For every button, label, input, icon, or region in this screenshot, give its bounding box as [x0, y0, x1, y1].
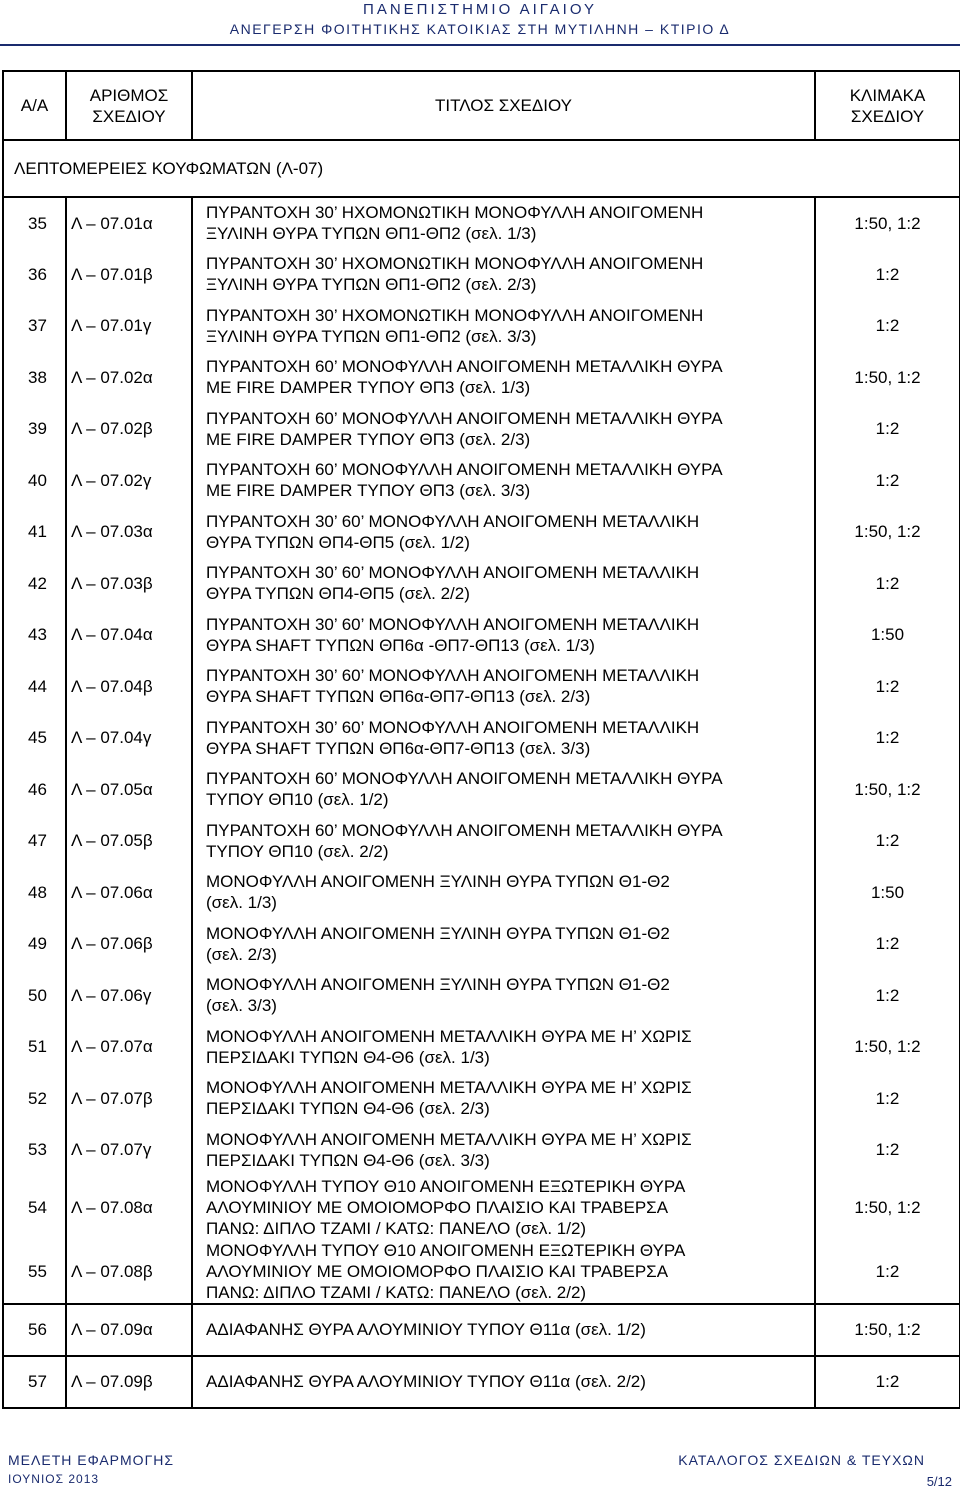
row-drawing-title	[192, 1304, 815, 1356]
row-number: 43	[3, 609, 66, 661]
row-title-line2: ΘΥΡΑ SHAFT ΤΥΠΩΝ ΘΠ6α -ΘΠ7-ΘΠ13 (σελ. 1/3)	[206, 635, 595, 655]
row-drawing-scale: 1:2	[815, 970, 960, 1022]
row-drawing-title	[192, 712, 815, 764]
row-title-line2: ΞΥΛΙΝΗ ΘΥΡΑ ΤΥΠΩΝ ΘΠ1-ΘΠ2 (σελ. 3/3)	[206, 326, 537, 346]
row-title-line1: ΠΥΡΑΝΤΟΧΗ 30’ 60’ ΜΟΝΟΦΥΛΛΗ ΑΝΟΙΓΟΜΕΝΗ ΜΕΤΑΛΛΙΚΗ	[206, 563, 700, 583]
row-number: 37	[3, 300, 66, 352]
row-number: 53	[3, 1124, 66, 1176]
row-title-line2: ΑΛΟΥΜΙΝΙΟΥ ΜΕ ΟΜΟΙΟΜΟΡΦΟ ΠΛΑΙΣΙΟ ΚΑΙ ΤΡΑΒΕΡΣΑ	[206, 1261, 669, 1281]
row-drawing-scale: 1:2	[815, 403, 960, 455]
row-drawing-scale: 1:2	[815, 455, 960, 507]
row-title-line1: ΠΥΡΑΝΤΟΧΗ 60’ ΜΟΝΟΦΥΛΛΗ ΑΝΟΙΓΟΜΕΝΗ ΜΕΤΑΛΛΙΚΗ ΘΥΡΑ	[206, 408, 723, 428]
row-number: 47	[3, 815, 66, 867]
row-drawing-scale: 1:2	[815, 918, 960, 970]
row-title-line1: ΠΥΡΑΝΤΟΧΗ 60’ ΜΟΝΟΦΥΛΛΗ ΑΝΟΙΓΟΜΕΝΗ ΜΕΤΑΛΛΙΚΗ ΘΥΡΑ	[206, 460, 723, 480]
table-row	[3, 712, 960, 764]
row-drawing-title	[192, 1021, 815, 1073]
row-number: 41	[3, 506, 66, 558]
table-row	[3, 609, 960, 661]
row-number: 36	[3, 249, 66, 301]
row-title-line2: ΠΕΡΣΙΔΑΚΙ ΤΥΠΩΝ Θ4-Θ6 (σελ. 1/3)	[206, 1047, 490, 1067]
row-drawing-code: Λ – 07.01β	[66, 249, 192, 301]
row-drawing-scale: 1:50, 1:2	[815, 1176, 960, 1240]
table-row	[3, 1124, 960, 1176]
row-drawing-scale: 1:2	[815, 558, 960, 610]
row-title-line1: ΠΥΡΑΝΤΟΧΗ 30’ 60’ ΜΟΝΟΦΥΛΛΗ ΑΝΟΙΓΟΜΕΝΗ ΜΕΤΑΛΛΙΚΗ	[206, 511, 700, 531]
row-number: 51	[3, 1021, 66, 1073]
row-drawing-title	[192, 1176, 815, 1240]
row-drawing-scale: 1:50, 1:2	[815, 352, 960, 404]
row-drawing-title	[192, 1356, 815, 1408]
row-drawing-code: Λ – 07.03β	[66, 558, 192, 610]
row-drawing-code: Λ – 07.01γ	[66, 300, 192, 352]
row-drawing-title	[192, 352, 815, 404]
row-drawing-scale: 1:2	[815, 815, 960, 867]
row-drawing-code: Λ – 07.02γ	[66, 455, 192, 507]
row-drawing-title	[192, 867, 815, 919]
row-number: 45	[3, 712, 66, 764]
row-drawing-scale: 1:50, 1:2	[815, 506, 960, 558]
header-drawing-number	[66, 71, 192, 140]
row-number: 55	[3, 1240, 66, 1304]
row-drawing-title	[192, 1124, 815, 1176]
row-drawing-code: Λ – 07.09α	[66, 1304, 192, 1356]
table-row	[3, 403, 960, 455]
table-row	[3, 558, 960, 610]
table-row	[3, 300, 960, 352]
table-row	[3, 970, 960, 1022]
row-drawing-scale: 1:2	[815, 249, 960, 301]
row-drawing-title	[192, 558, 815, 610]
section-title: ΛΕΠΤΟΜΕΡΕΙΕΣ ΚΟΥΦΩΜΑΤΩΝ (Λ-07)	[3, 140, 960, 197]
row-number: 50	[3, 970, 66, 1022]
footer-catalog-title: ΚΑΤΑΛΟΓΟΣ ΣΧΕΔΙΩΝ & ΤΕΥΧΩΝ	[678, 1452, 925, 1468]
row-title-line1: ΜΟΝΟΦΥΛΛΗ ΑΝΟΙΓΟΜΕΝΗ ΜΕΤΑΛΛΙΚΗ ΘΥΡΑ ΜΕ Η’ ΧΩΡΙΣ	[206, 1026, 692, 1046]
row-title-line1: ΜΟΝΟΦΥΛΛΗ ΑΝΟΙΓΟΜΕΝΗ ΞΥΛΙΝΗ ΘΥΡΑ ΤΥΠΩΝ Θ1-Θ2	[206, 975, 670, 995]
header-drawing-number-line2: ΣΧΕΔΙΟΥ	[92, 106, 166, 126]
row-number: 38	[3, 352, 66, 404]
row-title-line2: ΠΕΡΣΙΔΑΚΙ ΤΥΠΩΝ Θ4-Θ6 (σελ. 3/3)	[206, 1150, 490, 1170]
row-drawing-scale: 1:50	[815, 609, 960, 661]
row-drawing-code: Λ – 07.04α	[66, 609, 192, 661]
row-title-line2: ΠΕΡΣΙΔΑΚΙ ΤΥΠΩΝ Θ4-Θ6 (σελ. 2/3)	[206, 1099, 490, 1119]
row-drawing-title	[192, 609, 815, 661]
table-row	[3, 1073, 960, 1125]
row-drawing-scale: 1:2	[815, 712, 960, 764]
row-title-line1: ΠΥΡΑΝΤΟΧΗ 60’ ΜΟΝΟΦΥΛΛΗ ΑΝΟΙΓΟΜΕΝΗ ΜΕΤΑΛΛΙΚΗ ΘΥΡΑ	[206, 769, 723, 789]
row-title-line1: ΜΟΝΟΦΥΛΛΗ ΑΝΟΙΓΟΜΕΝΗ ΞΥΛΙΝΗ ΘΥΡΑ ΤΥΠΩΝ Θ1-Θ2	[206, 872, 670, 892]
table-row	[3, 1021, 960, 1073]
row-title-line2: ΜΕ FIRE DAMPER ΤΥΠΟΥ ΘΠ3 (σελ. 3/3)	[206, 481, 531, 501]
row-drawing-scale: 1:50, 1:2	[815, 764, 960, 816]
row-title-line1: ΠΥΡΑΝΤΟΧΗ 30’ ΗΧΟΜΟΝΩΤΙΚΗ ΜΟΝΟΦΥΛΛΗ ΑΝΟΙΓΟΜΕΝΗ	[206, 254, 704, 274]
row-drawing-code: Λ – 07.06β	[66, 918, 192, 970]
row-number: 57	[3, 1356, 66, 1408]
row-drawing-scale: 1:2	[815, 1073, 960, 1125]
row-drawing-code: Λ – 07.07α	[66, 1021, 192, 1073]
row-title-line2: (σελ. 2/3)	[206, 944, 277, 964]
row-title-line1: ΠΥΡΑΝΤΟΧΗ 60’ ΜΟΝΟΦΥΛΛΗ ΑΝΟΙΓΟΜΕΝΗ ΜΕΤΑΛΛΙΚΗ ΘΥΡΑ	[206, 820, 723, 840]
footer-page-number: 5/12	[926, 1474, 952, 1489]
row-drawing-code: Λ – 07.06γ	[66, 970, 192, 1022]
header-rule	[0, 44, 960, 46]
row-number: 56	[3, 1304, 66, 1356]
row-title-line1: ΠΥΡΑΝΤΟΧΗ 30’ ΗΧΟΜΟΝΩΤΙΚΗ ΜΟΝΟΦΥΛΛΗ ΑΝΟΙΓΟΜΕΝΗ	[206, 203, 704, 223]
row-drawing-code: Λ – 07.02α	[66, 352, 192, 404]
header-scale-line1: ΚΛΙΜΑΚΑ	[849, 85, 926, 105]
table-row	[3, 1240, 960, 1304]
row-drawing-code: Λ – 07.04γ	[66, 712, 192, 764]
row-title-line2: ΘΥΡΑ ΤΥΠΩΝ ΘΠ4-ΘΠ5 (σελ. 2/2)	[206, 584, 470, 604]
row-drawing-title	[192, 764, 815, 816]
row-title-line1: ΜΟΝΟΦΥΛΛΗ ΑΝΟΙΓΟΜΕΝΗ ΜΕΤΑΛΛΙΚΗ ΘΥΡΑ ΜΕ Η’ ΧΩΡΙΣ	[206, 1078, 692, 1098]
row-title-line3: ΠΑΝΩ: ΔΙΠΛΟ ΤΖΑΜΙ / ΚΑΤΩ: ΠΑΝΕΛΟ (σελ. 2/2)	[206, 1282, 587, 1302]
row-title-line2: (σελ. 1/3)	[206, 893, 277, 913]
row-drawing-title	[192, 197, 815, 249]
row-drawing-code: Λ – 07.04β	[66, 661, 192, 713]
row-title-line2: ΞΥΛΙΝΗ ΘΥΡΑ ΤΥΠΩΝ ΘΠ1-ΘΠ2 (σελ. 1/3)	[206, 224, 537, 244]
row-number: 48	[3, 867, 66, 919]
row-title-line3: ΠΑΝΩ: ΔΙΠΛΟ ΤΖΑΜΙ / ΚΑΤΩ: ΠΑΝΕΛΟ (σελ. 1/2)	[206, 1219, 587, 1238]
row-drawing-title	[192, 1240, 815, 1304]
row-drawing-scale: 1:50	[815, 867, 960, 919]
row-title-line1: ΠΥΡΑΝΤΟΧΗ 30’ 60’ ΜΟΝΟΦΥΛΛΗ ΑΝΟΙΓΟΜΕΝΗ ΜΕΤΑΛΛΙΚΗ	[206, 666, 700, 686]
header-drawing-scale	[815, 71, 960, 140]
row-drawing-title	[192, 815, 815, 867]
row-drawing-scale: 1:50, 1:2	[815, 1021, 960, 1073]
row-drawing-title	[192, 403, 815, 455]
row-title-line1: ΠΥΡΑΝΤΟΧΗ 30’ 60’ ΜΟΝΟΦΥΛΛΗ ΑΝΟΙΓΟΜΕΝΗ ΜΕΤΑΛΛΙΚΗ	[206, 614, 700, 634]
row-title-line1: ΑΔΙΑΦΑΝΗΣ ΘΥΡΑ ΑΛΟΥΜΙΝΙΟΥ ΤΥΠΟΥ Θ11α (σελ. 1/2)	[206, 1320, 646, 1339]
table-body	[3, 197, 960, 1408]
row-title-line1: ΠΥΡΑΝΤΟΧΗ 60’ ΜΟΝΟΦΥΛΛΗ ΑΝΟΙΓΟΜΕΝΗ ΜΕΤΑΛΛΙΚΗ ΘΥΡΑ	[206, 357, 723, 377]
row-number: 52	[3, 1073, 66, 1125]
row-drawing-code: Λ – 07.06α	[66, 867, 192, 919]
row-title-line1: ΠΥΡΑΝΤΟΧΗ 30’ ΗΧΟΜΟΝΩΤΙΚΗ ΜΟΝΟΦΥΛΛΗ ΑΝΟΙΓΟΜΕΝΗ	[206, 305, 704, 325]
row-drawing-code: Λ – 07.08β	[66, 1240, 192, 1304]
row-title-line2: ΜΕ FIRE DAMPER ΤΥΠΟΥ ΘΠ3 (σελ. 1/3)	[206, 378, 531, 398]
row-title-line2: (σελ. 3/3)	[206, 996, 277, 1016]
header-project: ΑΝΕΓΕΡΣΗ ΦΟΙΤΗΤΙΚΗΣ ΚΑΤΟΙΚΙΑΣ ΣΤΗ ΜΥΤΙΛΗΝΗ – ΚΤΙΡΙΟ Δ	[229, 21, 731, 37]
row-drawing-title	[192, 1073, 815, 1125]
table-header-row	[3, 71, 960, 140]
header-university: ΠΑΝΕΠΙΣΤΗΜΙΟ ΑΙΓΑΙΟΥ	[362, 1, 598, 18]
row-drawing-scale: 1:50, 1:2	[815, 197, 960, 249]
row-drawing-title	[192, 661, 815, 713]
footer-date: ΙΟΥΝΙΟΣ 2013	[8, 1472, 100, 1486]
row-drawing-code: Λ – 07.05α	[66, 764, 192, 816]
row-drawing-title	[192, 455, 815, 507]
row-drawing-code: Λ – 07.05β	[66, 815, 192, 867]
header-aa: Α/Α	[3, 71, 66, 140]
row-number: 42	[3, 558, 66, 610]
table-row	[3, 1304, 960, 1356]
row-title-line1: ΜΟΝΟΦΥΛΛΗ ΤΥΠΟΥ Θ10 ΑΝΟΙΓΟΜΕΝΗ ΕΞΩΤΕΡΙΚΗ ΘΥΡΑ	[206, 1240, 686, 1260]
row-title-line2: ΘΥΡΑ ΤΥΠΩΝ ΘΠ4-ΘΠ5 (σελ. 1/2)	[206, 532, 470, 552]
table-row	[3, 506, 960, 558]
row-title-line1: ΜΟΝΟΦΥΛΛΗ ΑΝΟΙΓΟΜΕΝΗ ΞΥΛΙΝΗ ΘΥΡΑ ΤΥΠΩΝ Θ1-Θ2	[206, 923, 670, 943]
table-row	[3, 1356, 960, 1408]
table-row	[3, 249, 960, 301]
row-drawing-code: Λ – 07.09β	[66, 1356, 192, 1408]
row-drawing-scale: 1:2	[815, 300, 960, 352]
row-title-line2: ΜΕ FIRE DAMPER ΤΥΠΟΥ ΘΠ3 (σελ. 2/3)	[206, 429, 531, 449]
row-drawing-title	[192, 300, 815, 352]
table-row	[3, 197, 960, 249]
row-drawing-code: Λ – 07.03α	[66, 506, 192, 558]
row-number: 44	[3, 661, 66, 713]
section-row	[3, 140, 960, 197]
drawings-table	[2, 70, 960, 1409]
row-title-line1: ΑΔΙΑΦΑΝΗΣ ΘΥΡΑ ΑΛΟΥΜΙΝΙΟΥ ΤΥΠΟΥ Θ11α (σελ. 2/2)	[206, 1372, 646, 1391]
row-title-line2: ΤΥΠΟΥ ΘΠ10 (σελ. 2/2)	[206, 841, 389, 861]
footer-study-type: ΜΕΛΕΤΗ ΕΦΑΡΜΟΓΗΣ	[8, 1452, 175, 1468]
row-drawing-scale: 1:2	[815, 1356, 960, 1408]
row-title-line2: ΘΥΡΑ SHAFT ΤΥΠΩΝ ΘΠ6α-ΘΠ7-ΘΠ13 (σελ. 2/3)	[206, 687, 591, 707]
row-drawing-code: Λ – 07.01α	[66, 197, 192, 249]
row-drawing-code: Λ – 07.07γ	[66, 1124, 192, 1176]
row-drawing-title	[192, 506, 815, 558]
header-scale-line2: ΣΧΕΔΙΟΥ	[850, 106, 925, 126]
row-number: 35	[3, 197, 66, 249]
header-drawing-number-line1: ΑΡΙΘΜΟΣ	[89, 85, 169, 105]
row-number: 49	[3, 918, 66, 970]
row-title-line2: ΑΛΟΥΜΙΝΙΟΥ ΜΕ ΟΜΟΙΟΜΟΡΦΟ ΠΛΑΙΣΙΟ ΚΑΙ ΤΡΑΒΕΡΣΑ	[206, 1198, 669, 1217]
row-number: 39	[3, 403, 66, 455]
row-drawing-title	[192, 249, 815, 301]
row-drawing-scale: 1:2	[815, 1124, 960, 1176]
header-drawing-title: ΤΙΤΛΟΣ ΣΧΕΔΙΟΥ	[192, 71, 815, 140]
row-title-line2: ΞΥΛΙΝΗ ΘΥΡΑ ΤΥΠΩΝ ΘΠ1-ΘΠ2 (σελ. 2/3)	[206, 275, 537, 295]
table-row	[3, 815, 960, 867]
row-number: 54	[3, 1176, 66, 1240]
row-number: 46	[3, 764, 66, 816]
table-row	[3, 1176, 960, 1240]
table-row	[3, 661, 960, 713]
row-drawing-title	[192, 970, 815, 1022]
row-drawing-code: Λ – 07.07β	[66, 1073, 192, 1125]
row-drawing-scale: 1:50, 1:2	[815, 1304, 960, 1356]
row-drawing-scale: 1:2	[815, 661, 960, 713]
row-drawing-title	[192, 918, 815, 970]
table-row	[3, 764, 960, 816]
row-title-line2: ΤΥΠΟΥ ΘΠ10 (σελ. 1/2)	[206, 790, 389, 810]
row-title-line2: ΘΥΡΑ SHAFT ΤΥΠΩΝ ΘΠ6α-ΘΠ7-ΘΠ13 (σελ. 3/3)	[206, 738, 591, 758]
row-drawing-code: Λ – 07.08α	[66, 1176, 192, 1240]
table-row	[3, 352, 960, 404]
row-title-line1: ΜΟΝΟΦΥΛΛΗ ΑΝΟΙΓΟΜΕΝΗ ΜΕΤΑΛΛΙΚΗ ΘΥΡΑ ΜΕ Η’ ΧΩΡΙΣ	[206, 1129, 692, 1149]
table-row	[3, 867, 960, 919]
table-row	[3, 455, 960, 507]
row-title-line1: ΜΟΝΟΦΥΛΛΗ ΤΥΠΟΥ Θ10 ΑΝΟΙΓΟΜΕΝΗ ΕΞΩΤΕΡΙΚΗ ΘΥΡΑ	[206, 1177, 686, 1196]
row-number: 40	[3, 455, 66, 507]
row-drawing-scale: 1:2	[815, 1240, 960, 1304]
row-drawing-code: Λ – 07.02β	[66, 403, 192, 455]
row-title-line1: ΠΥΡΑΝΤΟΧΗ 30’ 60’ ΜΟΝΟΦΥΛΛΗ ΑΝΟΙΓΟΜΕΝΗ ΜΕΤΑΛΛΙΚΗ	[206, 717, 700, 737]
table-row	[3, 918, 960, 970]
